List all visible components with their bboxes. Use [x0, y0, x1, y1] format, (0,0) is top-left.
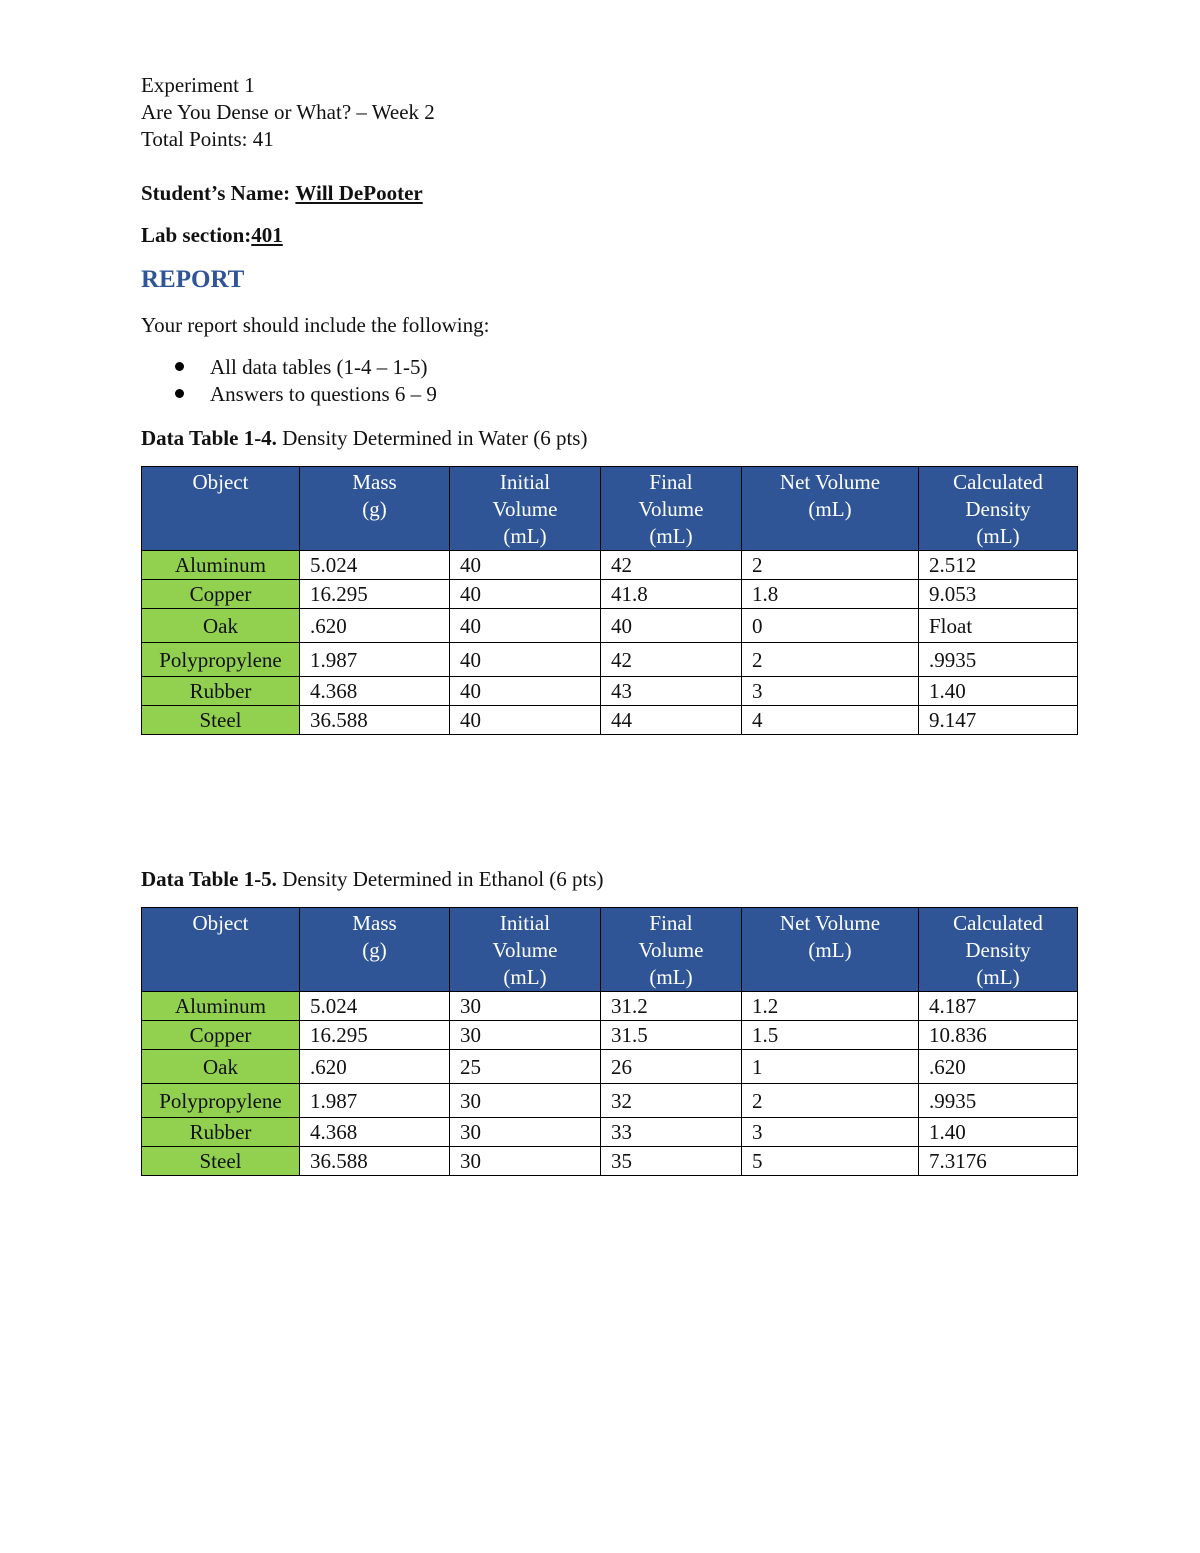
table-cell: 5.024	[300, 551, 450, 580]
table-row	[142, 1021, 1078, 1050]
table-cell: 1.2	[742, 992, 919, 1021]
table-cell: 9.053	[919, 580, 1078, 609]
table-cell: 43	[601, 677, 742, 706]
object-name-cell: Steel	[142, 706, 300, 735]
table-cell: 4.187	[919, 992, 1078, 1021]
student-name-line	[141, 180, 423, 207]
lab-section-value: 401	[251, 223, 283, 247]
student-name-value: Will DePooter	[295, 181, 423, 205]
table-cell: 1.987	[300, 1084, 450, 1118]
table-cell: 25	[450, 1050, 601, 1084]
table-caption-label: Data Table 1-4.	[141, 426, 277, 450]
table-cell: 40	[450, 580, 601, 609]
table-cell: 41.8	[601, 580, 742, 609]
column-header: Final Volume (mL)	[601, 908, 742, 992]
table-cell: 40	[450, 677, 601, 706]
table-cell: 42	[601, 643, 742, 677]
table-cell: 1.40	[919, 677, 1078, 706]
table-cell: 31.2	[601, 992, 742, 1021]
table-cell: .620	[919, 1050, 1078, 1084]
report-heading: REPORT	[141, 266, 245, 293]
table-cell: 30	[450, 1147, 601, 1176]
table-cell: 3	[742, 677, 919, 706]
table-cell: .620	[300, 1050, 450, 1084]
table-cell: 30	[450, 1118, 601, 1147]
report-intro: Your report should include the following:	[141, 313, 490, 337]
column-header: Calculated Density (mL)	[919, 467, 1078, 551]
data-table-water	[141, 466, 1078, 735]
table-cell: 36.588	[300, 1147, 450, 1176]
column-header: Final Volume (mL)	[601, 467, 742, 551]
table-row	[142, 551, 1078, 580]
table-cell: 40	[450, 706, 601, 735]
column-header: Initial Volume (mL)	[450, 467, 601, 551]
table-cell: 2.512	[919, 551, 1078, 580]
bullet-icon	[175, 362, 184, 371]
experiment-title: Are You Dense or What? – Week 2	[141, 100, 435, 124]
object-name-cell: Polypropylene	[142, 1084, 300, 1118]
bullet-icon	[175, 389, 184, 398]
table-cell: 40	[450, 609, 601, 643]
table-caption-text: Density Determined in Water (6 pts)	[276, 426, 588, 450]
table-header-row	[142, 908, 1078, 992]
column-header: Initial Volume (mL)	[450, 908, 601, 992]
bullet-text: Answers to questions 6 – 9	[210, 382, 437, 406]
table-cell: 5	[742, 1147, 919, 1176]
table-cell: 40	[601, 609, 742, 643]
object-name-cell: Copper	[142, 1021, 300, 1050]
table-caption-text: Density Determined in Ethanol (6 pts)	[276, 867, 604, 891]
column-header: Calculated Density (mL)	[919, 908, 1078, 992]
table-cell: 26	[601, 1050, 742, 1084]
table-cell: 4.368	[300, 677, 450, 706]
table-cell: 30	[450, 992, 601, 1021]
object-name-cell: Copper	[142, 580, 300, 609]
object-name-cell: Rubber	[142, 1118, 300, 1147]
table-cell: 1.40	[919, 1118, 1078, 1147]
table-cell: 35	[601, 1147, 742, 1176]
table-cell: .620	[300, 609, 450, 643]
column-header: Object	[142, 467, 300, 551]
table-cell: 33	[601, 1118, 742, 1147]
table-row	[142, 643, 1078, 677]
table-caption-water	[141, 425, 587, 452]
object-name-cell: Aluminum	[142, 992, 300, 1021]
table-row	[142, 706, 1078, 735]
object-name-cell: Steel	[142, 1147, 300, 1176]
table-row	[142, 992, 1078, 1021]
list-item	[175, 354, 437, 381]
table-cell: 1.8	[742, 580, 919, 609]
table-row	[142, 1118, 1078, 1147]
table-cell: 1.987	[300, 643, 450, 677]
table-row	[142, 677, 1078, 706]
table-caption-label: Data Table 1-5.	[141, 867, 277, 891]
table-cell: 40	[450, 551, 601, 580]
table-cell: 1	[742, 1050, 919, 1084]
table-caption-ethanol	[141, 866, 604, 893]
column-header: Mass (g)	[300, 908, 450, 992]
table-cell: 42	[601, 551, 742, 580]
object-name-cell: Polypropylene	[142, 643, 300, 677]
table-cell: 30	[450, 1084, 601, 1118]
table-cell: 10.836	[919, 1021, 1078, 1050]
object-name-cell: Oak	[142, 1050, 300, 1084]
table-row	[142, 1050, 1078, 1084]
lab-section-line	[141, 222, 283, 249]
table-cell: 1.5	[742, 1021, 919, 1050]
table-cell: .9935	[919, 643, 1078, 677]
total-points: Total Points: 41	[141, 127, 274, 151]
table-cell: 7.3176	[919, 1147, 1078, 1176]
report-bullet-list	[175, 354, 437, 408]
table-row	[142, 609, 1078, 643]
data-table-ethanol	[141, 907, 1078, 1176]
lab-section-label: Lab section:	[141, 223, 252, 247]
student-name-label: Student’s Name:	[141, 181, 291, 205]
table-cell: 16.295	[300, 1021, 450, 1050]
object-name-cell: Rubber	[142, 677, 300, 706]
table-cell: 16.295	[300, 580, 450, 609]
bullet-text: All data tables (1-4 – 1-5)	[210, 355, 428, 379]
table-cell: 2	[742, 643, 919, 677]
table-cell: 2	[742, 1084, 919, 1118]
table-cell: 36.588	[300, 706, 450, 735]
table-cell: .9935	[919, 1084, 1078, 1118]
object-name-cell: Oak	[142, 609, 300, 643]
table-row	[142, 1147, 1078, 1176]
table-row	[142, 1084, 1078, 1118]
column-header: Mass (g)	[300, 467, 450, 551]
table-cell: 4.368	[300, 1118, 450, 1147]
table-cell: 0	[742, 609, 919, 643]
table-cell: Float	[919, 609, 1078, 643]
table-cell: 40	[450, 643, 601, 677]
table-cell: 5.024	[300, 992, 450, 1021]
table-cell: 4	[742, 706, 919, 735]
list-item	[175, 381, 437, 408]
table-cell: 44	[601, 706, 742, 735]
experiment-number: Experiment 1	[141, 73, 255, 97]
column-header: Object	[142, 908, 300, 992]
table-cell: 32	[601, 1084, 742, 1118]
object-name-cell: Aluminum	[142, 551, 300, 580]
column-header: Net Volume (mL)	[742, 908, 919, 992]
column-header: Net Volume (mL)	[742, 467, 919, 551]
table-cell: 2	[742, 551, 919, 580]
table-row	[142, 580, 1078, 609]
table-header-row	[142, 467, 1078, 551]
table-cell: 3	[742, 1118, 919, 1147]
table-cell: 30	[450, 1021, 601, 1050]
table-cell: 9.147	[919, 706, 1078, 735]
table-cell: 31.5	[601, 1021, 742, 1050]
